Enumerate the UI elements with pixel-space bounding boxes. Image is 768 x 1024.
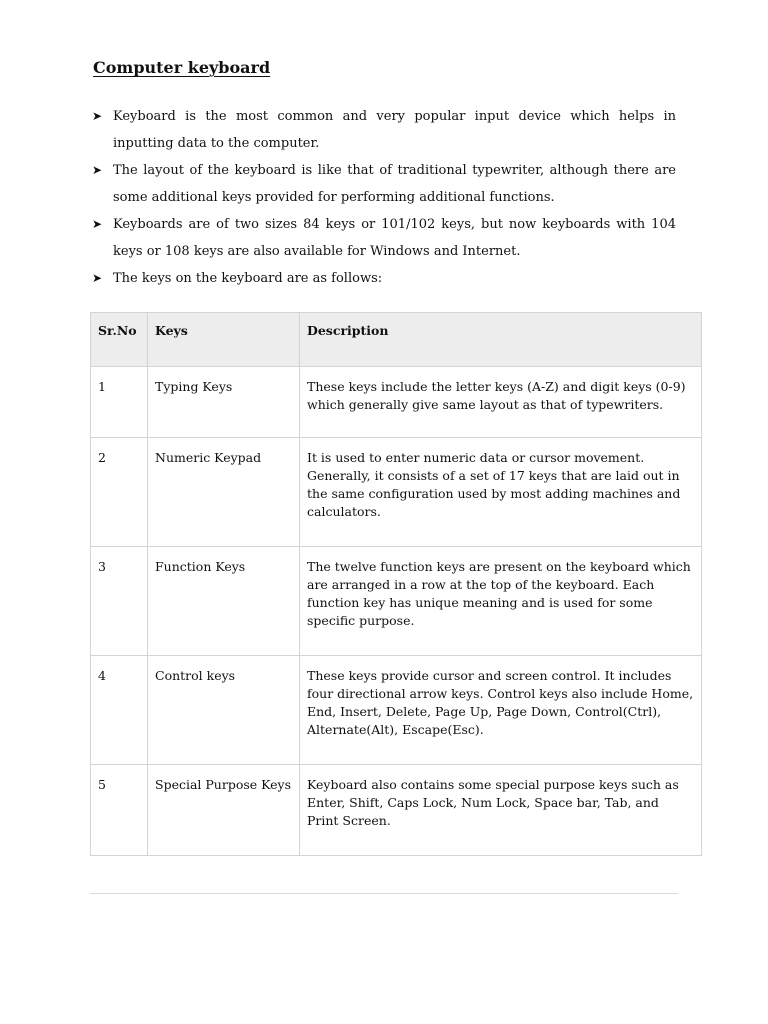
header-srno: Sr.No — [91, 313, 148, 367]
cell-srno: 1 — [91, 367, 148, 438]
cell-keys: Function Keys — [148, 547, 300, 656]
cell-srno: 3 — [91, 547, 148, 656]
arrowhead-bullet-icon: ➤ — [92, 109, 103, 123]
arrowhead-bullet-icon: ➤ — [92, 217, 103, 231]
keyboard-keys-table — [90, 312, 702, 856]
cell-description: These keys provide cursor and screen control. It includes four directional arrow keys. Control keys also include Home, End, Insert, Delete, Page Up, Page Down, Control(Ctrl), Alternate(Alt), Escape(Esc). — [300, 656, 702, 765]
table-row — [91, 547, 702, 656]
table-row — [91, 656, 702, 765]
bullet-item — [90, 157, 676, 211]
cell-keys: Special Purpose Keys — [148, 765, 300, 856]
cell-description: These keys include the letter keys (A-Z) and digit keys (0-9) which generally give same layout as that of typewriters. — [300, 367, 702, 438]
cell-description: Keyboard also contains some special purpose keys such as Enter, Shift, Caps Lock, Num Lock, Space bar, Tab, and Print Screen. — [300, 765, 702, 856]
cell-srno: 5 — [91, 765, 148, 856]
header-keys: Keys — [148, 313, 300, 367]
cell-description: It is used to enter numeric data or cursor movement. Generally, it consists of a set of 17 keys that are laid out in the same configuration used by most adding machines and calculators. — [300, 438, 702, 547]
bullet-item — [90, 103, 676, 157]
arrowhead-bullet-icon: ➤ — [92, 271, 103, 285]
cell-srno: 4 — [91, 656, 148, 765]
cell-description: The twelve function keys are present on the keyboard which are arranged in a row at the top of the keyboard. Each function key has unique meaning and is used for some specific purpose. — [300, 547, 702, 656]
footer-divider — [90, 893, 678, 894]
cell-srno: 2 — [91, 438, 148, 547]
bullet-list — [90, 103, 676, 292]
bullet-text: Keyboard is the most common and very popular input device which helps in inputting data to the computer. — [113, 109, 676, 151]
cell-keys: Numeric Keypad — [148, 438, 300, 547]
page-title: Computer keyboard — [93, 58, 271, 77]
bullet-item — [90, 265, 676, 292]
bullet-text: Keyboards are of two sizes 84 keys or 101/102 keys, but now keyboards with 104 keys or 108 keys are also available for Windows and Internet. — [113, 217, 676, 259]
table-row — [91, 367, 702, 438]
header-description: Description — [300, 313, 702, 367]
bullet-text: The keys on the keyboard are as follows: — [113, 271, 383, 286]
cell-keys: Control keys — [148, 656, 300, 765]
table-row — [91, 438, 702, 547]
cell-keys: Typing Keys — [148, 367, 300, 438]
table-header-row — [91, 313, 702, 367]
bullet-text: The layout of the keyboard is like that of traditional typewriter, although there are some additional keys provided for performing additional functions. — [113, 163, 676, 205]
table-row — [91, 765, 702, 856]
arrowhead-bullet-icon: ➤ — [92, 163, 103, 177]
bullet-item — [90, 211, 676, 265]
